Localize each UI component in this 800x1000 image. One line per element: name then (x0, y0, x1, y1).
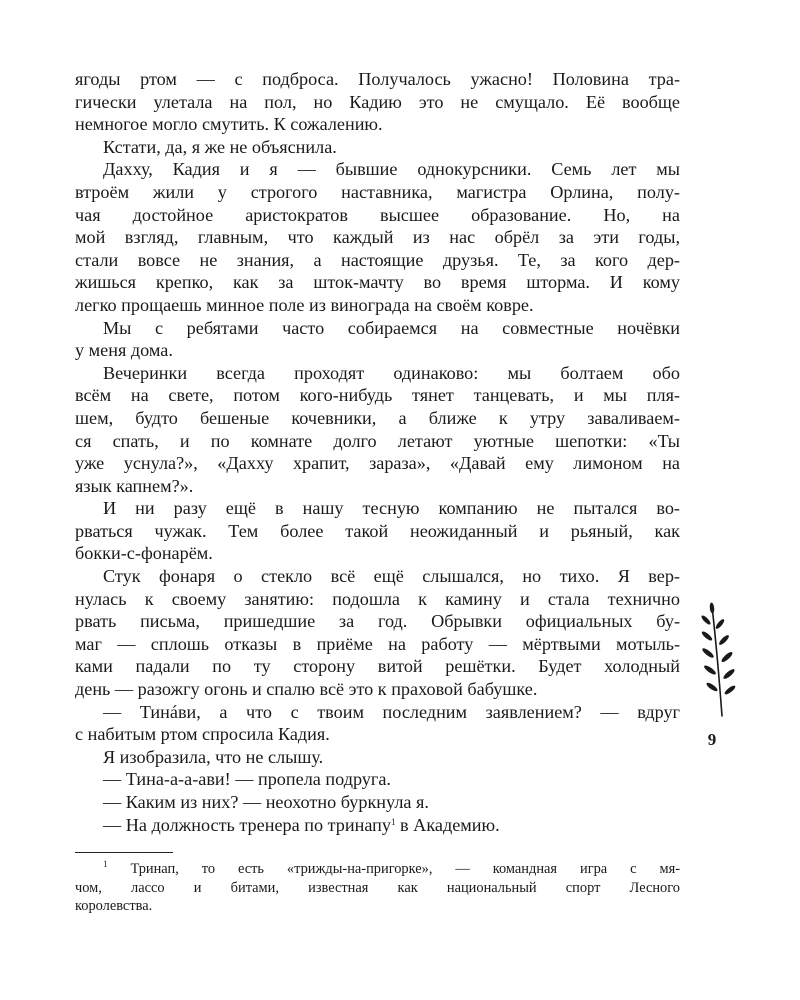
leaf-sprig-icon (690, 600, 746, 720)
text-line: чая достойное аристократов высшее образование. Но, на (75, 204, 680, 225)
text-line: жишься крепко, как за шток-мачту во время шторма. И кому (75, 272, 680, 293)
text-segment: — На должность тренера по тринапу (103, 814, 391, 835)
text-line: день — разожгу огонь и спалю всё это к праховой бабушке. (75, 679, 538, 700)
text-line: шем, будто бешеные кочевники, а ближе к утру заваливаем- (75, 407, 680, 428)
text-line: с набитым ртом спросила Кадия. (75, 724, 330, 745)
text-line: Вечеринки всегда проходят одинаково: мы болтаем обо (103, 362, 680, 383)
text-line: мой взгляд, главным, что каждый из нас обрёл за эти годы, (75, 227, 680, 248)
text-line: Я изобразила, что не слышу. (103, 746, 324, 767)
footnote (75, 860, 680, 916)
text-segment: в Академию. (395, 814, 500, 835)
text-line: рваться чужак. Тем более такой неожиданный и рьяный, как (75, 520, 680, 541)
text-line: Дахху, Кадия и я — бывшие однокурсники. Семь лет мы (103, 159, 680, 180)
text-line: гически улетала на пол, но Кадию это не смущало. Её вообще (75, 91, 680, 112)
text-line: маг — сплошь отказы в приёме на работу — мёртвыми мотыль- (75, 633, 680, 654)
footnote-line (75, 860, 680, 879)
text-line: у меня дома. (75, 340, 173, 361)
text-line: Мы с ребятами часто собираемся на совместные ночёвки (103, 317, 680, 338)
text-line: ками падали по ту сторону витой решётки. Будет холодный (75, 656, 680, 677)
text-line-with-footnote (75, 814, 680, 837)
text-line: И ни разу ещё в нашу тесную компанию не пытался во- (103, 498, 680, 519)
text-line: втроём жили у строгого наставника, магистра Орлина, полу- (75, 181, 680, 202)
text-line: нулась к своему занятию: подошла к камину и стала технично (75, 588, 680, 609)
text-line: всём на свете, потом кого-нибудь тянет танцевать, и мы пля- (75, 385, 680, 406)
footnote-line: королевства. (75, 898, 153, 914)
text-line: легко прощаешь минное поле из винограда на своём ковре. (75, 294, 534, 315)
text-line: Кстати, да, я же не объяснила. (103, 136, 337, 157)
text-line: уже уснула?», «Дахху храпит, зараза», «Давай ему лимоном на (75, 453, 680, 474)
text-line: — Тина-а-а-ави! — пропела подруга. (103, 769, 391, 790)
text-line: немногое могло смутить. К сожалению. (75, 114, 383, 135)
footnote-text: Тринап, то есть «трижды-на-пригорке», — командная игра с мя- (107, 861, 680, 877)
page-number: 9 (707, 730, 717, 749)
text-line: стали вовсе не знания, а настоящие друзья. Те, за кого дер- (75, 249, 680, 270)
text-line: — Тинáви, а что с твоим последним заявлением? — вдруг (103, 701, 680, 722)
text-line: рвать письма, пришедшие за год. Обрывки официальных бу- (75, 611, 680, 632)
text-line: бокки-с-фонарём. (75, 543, 213, 564)
main-text (75, 68, 680, 836)
footnote-reference: 1 (391, 816, 396, 827)
text-line: ягоды ртом — с подброса. Получалось ужасно! Половина тра- (75, 69, 680, 89)
footnote-line: чом, лассо и битами, известная как национальный спорт Лесного (75, 879, 680, 896)
text-line: ся спать, и по комнате долго летают уютные шепотки: «Ты (75, 430, 680, 451)
text-line: язык капнем?». (75, 475, 194, 496)
footnote-divider (75, 852, 173, 853)
text-line: — Каким из них? — неохотно буркнула я. (103, 792, 429, 812)
footnote-marker: 1 (103, 859, 108, 869)
text-line: Стук фонаря о стекло всё ещё слышался, но тихо. Я вер- (103, 566, 680, 587)
